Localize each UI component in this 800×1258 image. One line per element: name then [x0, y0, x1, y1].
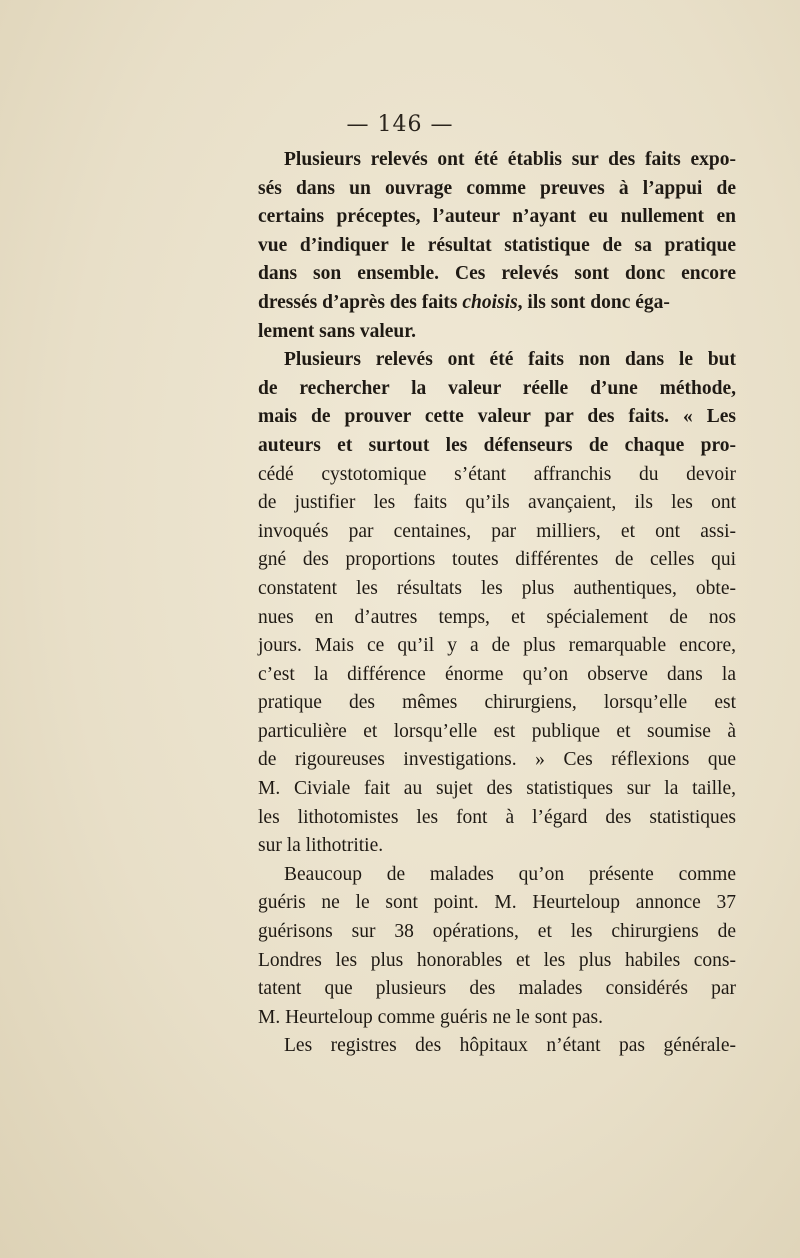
paragraph-3 [258, 861, 736, 1033]
page-number: — 146 — [346, 112, 454, 137]
text-line: Beaucoup de malades qu’on présente comme [284, 863, 736, 885]
text-line: vue d’indiquer le résultat statistique de sa pratique [258, 234, 736, 256]
text-run: , ils sont donc éga- [517, 291, 670, 313]
text-line: Les registres des hôpitaux n’étant pas générale- [284, 1035, 736, 1057]
text-line: auteurs et surtout les défenseurs de chaque pro- [258, 434, 736, 456]
text-line-mixed [258, 289, 736, 318]
text-line: de rechercher la valeur réelle d’une méthode, [258, 377, 736, 399]
paragraph-2 [258, 346, 736, 861]
text-line: M. Civiale fait au sujet des statistiques sur la taille, [258, 778, 736, 800]
text-line: guéris ne le sont point. M. Heurteloup annonce 37 [258, 892, 736, 914]
text-line: mais de prouver cette valeur par des faits. « Les [258, 406, 736, 428]
text-line: les lithotomistes les font à l’égard des statistiques [258, 806, 736, 828]
text-line: Plusieurs relevés ont été faits non dans le but [284, 349, 736, 371]
text-line: tatent que plusieurs des malades considérés par [258, 978, 736, 1000]
text-line: sés dans un ouvrage comme preuves à l’appui de [258, 177, 736, 199]
text-line: lement sans valeur. [258, 320, 416, 342]
text-line: cédé cystotomique s’étant affranchis du devoir [258, 463, 736, 485]
text-line: Plusieurs relevés ont été établis sur des faits expo- [284, 149, 736, 170]
text-line: guérisons sur 38 opérations, et les chirurgiens de [258, 921, 736, 943]
text-run: dressés d’après des faits [258, 291, 458, 313]
text-line: pratique des mêmes chirurgiens, lorsqu’elle est [258, 692, 736, 714]
text-line: jours. Mais ce qu’il y a de plus remarquable encore, [258, 635, 736, 657]
paragraph-4 [258, 1032, 736, 1061]
text-line: c’est la différence énorme qu’on observe dans la [258, 663, 736, 685]
text-line: sur la lithotritie. [258, 835, 384, 857]
text-line: de rigoureuses investigations. » Ces réflexions que [258, 749, 736, 771]
text-line: M. Heurteloup comme guéris ne le sont pas. [258, 1006, 603, 1028]
text-line: certains préceptes, l’auteur n’ayant eu nullement en [258, 206, 736, 228]
text-line: nues en d’autres temps, et spécialement de nos [258, 606, 736, 628]
text-line: particulière et lorsqu’elle est publique et soumise à [258, 720, 736, 742]
text-line: invoqués par centaines, par milliers, et ont assi- [258, 520, 736, 542]
text-line: Londres les plus honorables et les plus habiles cons- [258, 949, 736, 971]
emphasis-run: choisis [462, 291, 518, 313]
body-text [258, 146, 736, 1061]
text-line: de justifier les faits qu’ils avançaient, ils les ont [258, 492, 736, 514]
text-line: dans son ensemble. Ces relevés sont donc encore [258, 263, 736, 285]
text-line: constatent les résultats les plus authentiques, obte- [258, 577, 736, 599]
paragraph-1 [258, 146, 736, 346]
text-line: gné des proportions toutes différentes de celles qui [258, 549, 736, 571]
